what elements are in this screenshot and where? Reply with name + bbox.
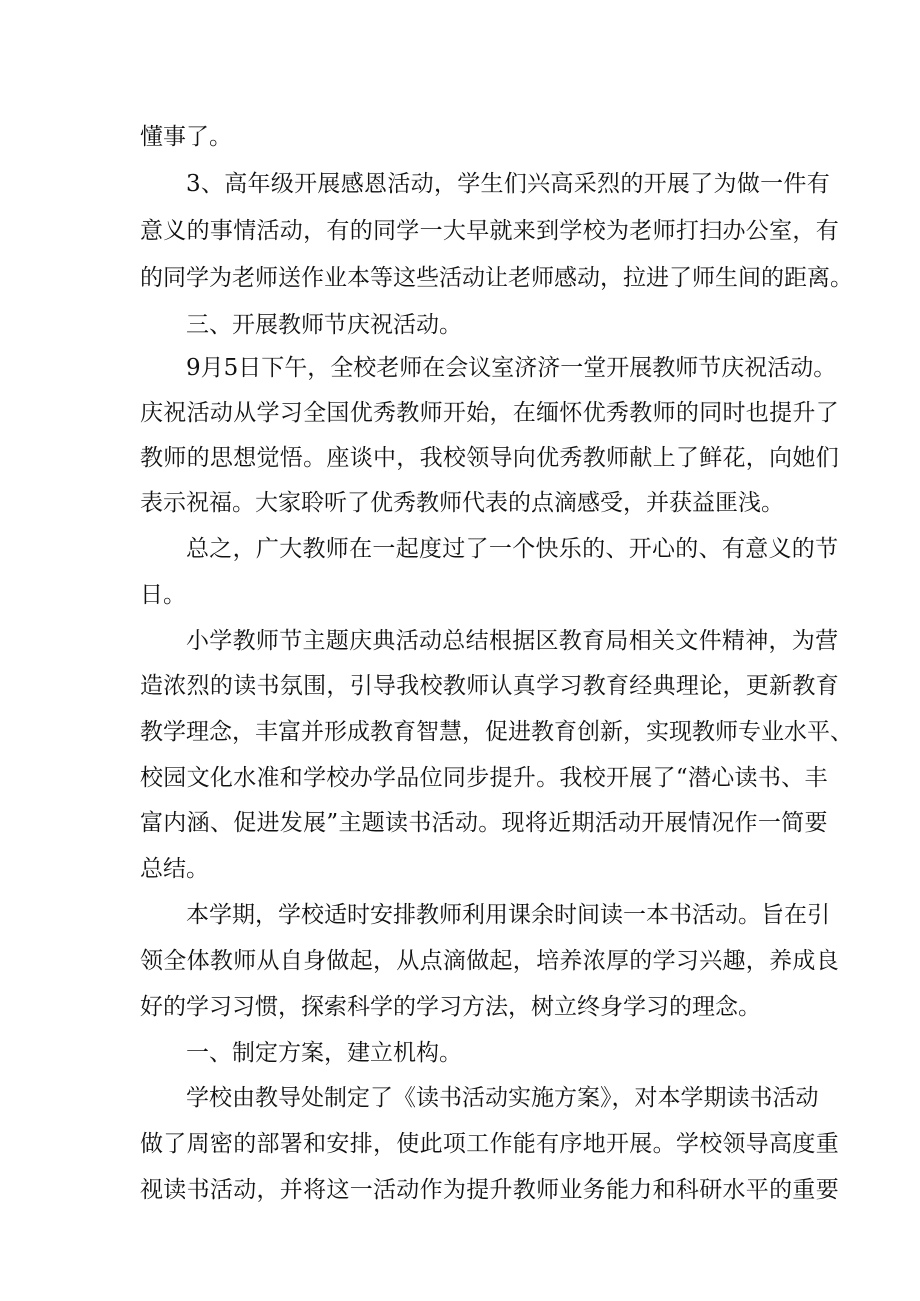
text-line: 意义的事情活动，有的同学一大早就来到学校为老师打扫办公室，有 [140, 218, 839, 244]
text-line: 富内涵、促进发展”主题读书活动。现将近期活动开展情况作一简要 [140, 810, 828, 836]
text-line: 好的学习习惯，探索科学的学习方法，树立终身学习的理念。 [140, 994, 761, 1020]
text-line: 日。 [140, 582, 186, 608]
section-heading: 一、制定方案，建立机构。 [186, 1040, 462, 1066]
text-line: 视读书活动，并将这一活动作为提升教师业务能力和科研水平的重要 [140, 1177, 839, 1203]
text-line: 总结。 [140, 856, 209, 882]
text-line: 做了周密的部署和安排，使此项工作能有序地开展。学校领导高度重 [140, 1131, 839, 1157]
text-line: 小学教师节主题庆典活动总结根据区教育局相关文件精神，为营 [186, 628, 839, 654]
text-line: 教师的思想觉悟。座谈中，我校领导向优秀教师献上了鲜花，向她们 [140, 445, 839, 471]
text-line: 教学理念，丰富并形成教育智慧，促进教育创新，实现教师专业水平、 [140, 719, 853, 745]
text-line: 造浓烈的读书氛围，引导我校教师认真学习教育经典理论，更新教育 [140, 673, 839, 699]
text-line: 总之，广大教师在一起度过了一个快乐的、开心的、有意义的节 [186, 536, 839, 562]
text-line: 领全体教师从自身做起，从点滴做起，培养浓厚的学习兴趣，养成良 [140, 948, 839, 974]
text-line: 3、高年级开展感恩活动，学生们兴高采烈的开展了为做一件有 [186, 171, 831, 197]
section-heading: 三、开展教师节庆祝活动。 [186, 312, 462, 338]
text-line: 庆祝活动从学习全国优秀教师开始，在缅怀优秀教师的同时也提升了 [140, 400, 839, 426]
text-line: 9月5日下午，全校老师在会议室济济一堂开展教师节庆祝活动。 [186, 355, 837, 381]
text-line: 本学期，学校适时安排教师利用课余时间读一本书活动。旨在引 [186, 902, 830, 928]
text-line: 表示祝福。大家聆听了优秀教师代表的点滴感受，并获益匪浅。 [140, 490, 784, 516]
text-line: 学校由教导处制定了《读书活动实施方案》，对本学期读书活动 [186, 1085, 819, 1111]
text-line: 校园文化水准和学校办学品位同步提升。我校开展了“潜心读书、丰 [140, 765, 828, 791]
text-line: 懂事了。 [140, 124, 232, 150]
text-line: 的同学为老师送作业本等这些活动让老师感动，拉进了师生间的距离。 [140, 265, 853, 291]
